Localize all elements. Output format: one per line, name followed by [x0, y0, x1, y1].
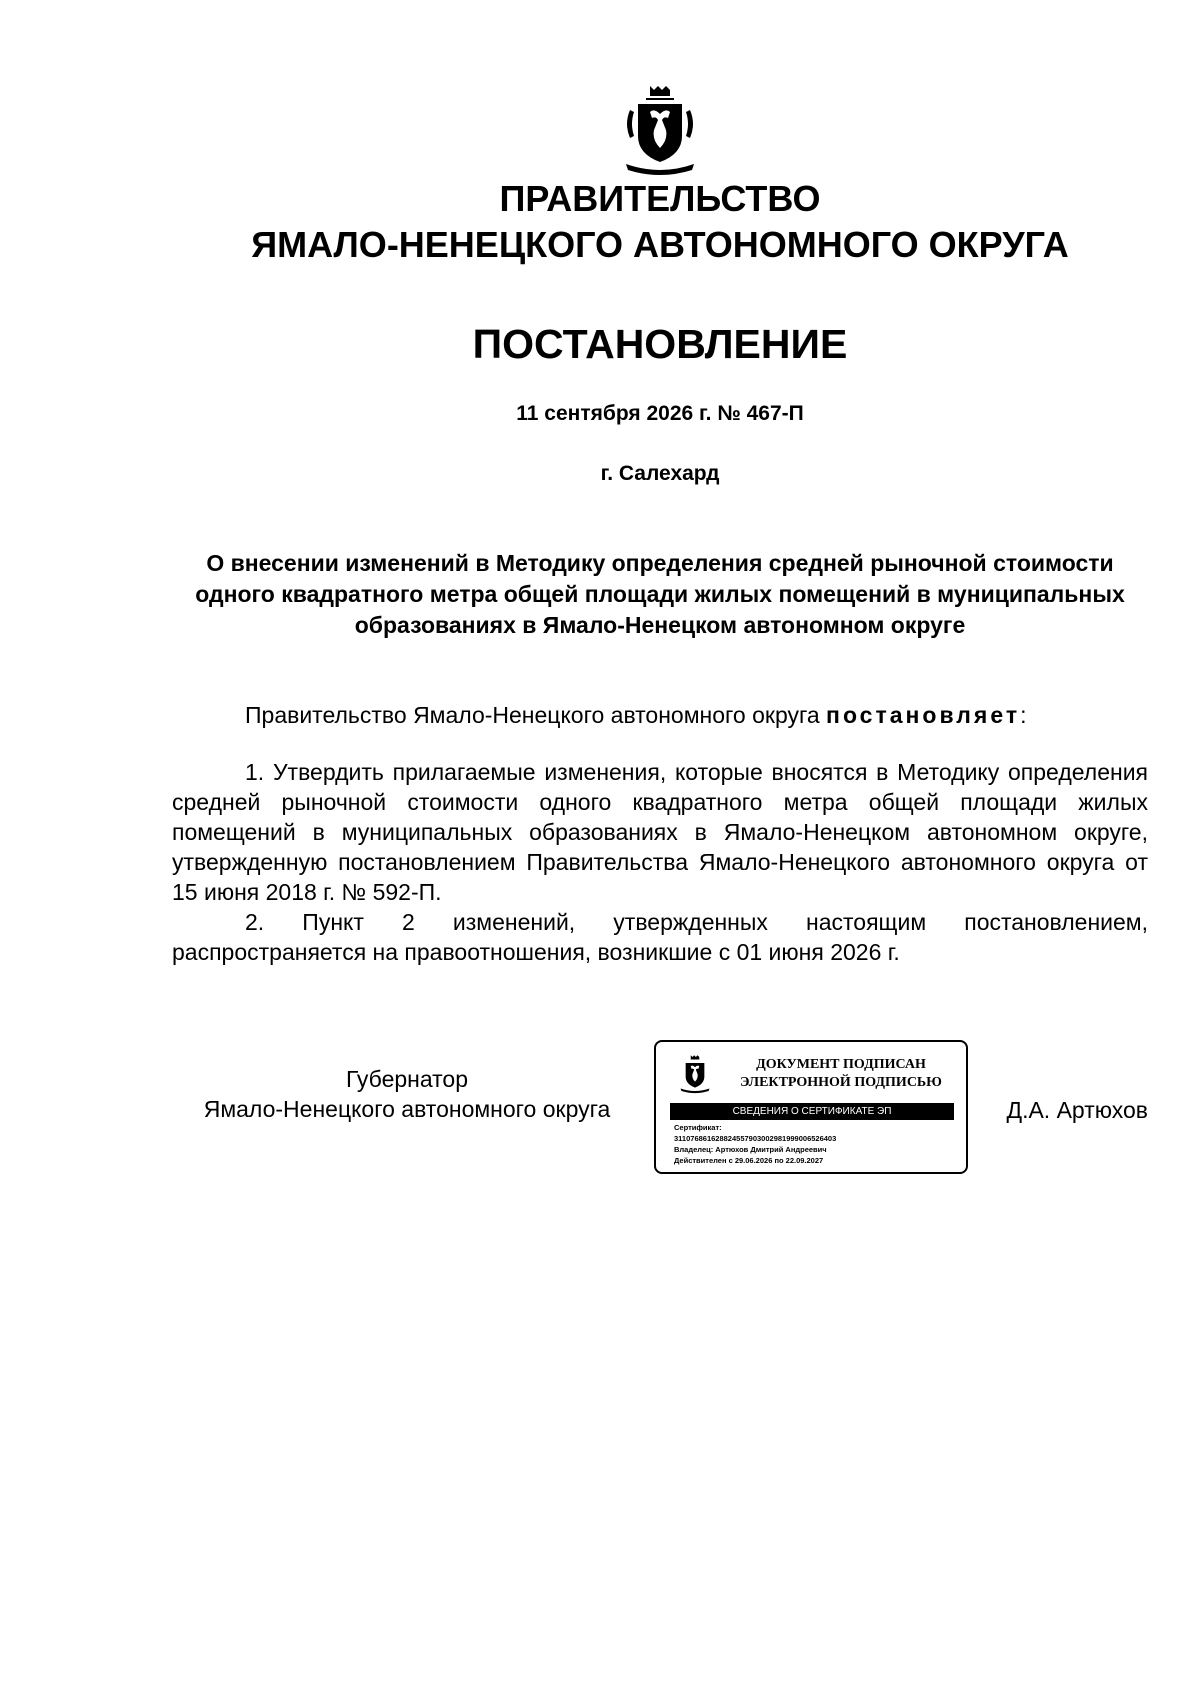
document-title: О внесении изменений в Методику определения средней рыночной стоимости одного квадратного метра общей площади жилых помещений в муниципальных образованиях в Ямало-Ненецком автономном округе	[195, 550, 1125, 638]
organization-name-line2: ЯМАЛО-НЕНЕЦКОГО АВТОНОМНОГО ОКРУГА	[251, 224, 1069, 265]
stamp-title-line2: ЭЛЕКТРОННОЙ ПОДПИСЬЮ	[740, 1075, 942, 1090]
decree-items	[172, 757, 1148, 967]
signatory-name: Д.А. Артюхов	[1006, 1097, 1148, 1123]
coat-of-arms-icon	[678, 1054, 712, 1094]
city: г. Салехард	[600, 462, 720, 485]
signatory-position-line1: Губернатор	[345, 1066, 469, 1092]
signatory-position	[172, 1064, 642, 1124]
stamp-owner: Владелец: Артюхов Дмитрий Андреевич	[674, 1145, 827, 1154]
stamp-title-line1: ДОКУМЕНТ ПОДПИСАН	[756, 1057, 926, 1072]
decree-item-1: 1. Утвердить прилагаемые изменения, которые вносятся в Методику определения средней рыночной стоимости одного квадратного метра общей площади жилых помещений в муниципальных образованиях в Ямало-Ненецком автономном округе, утвержденную постановлением Правительства Ямало-Ненецкого автономного округа от 15 июня 2018 г. № 592-П.	[172, 759, 1148, 905]
organization-name-line1: ПРАВИТЕЛЬСТВО	[499, 178, 821, 219]
stamp-validity: Действителен с 29.06.2026 по 22.09.2027	[674, 1156, 824, 1165]
stamp-certificate-bar: СВЕДЕНИЯ О СЕРТИФИКАТЕ ЭП	[670, 1103, 954, 1120]
preamble-text: Правительство Ямало-Ненецкого автономного округа	[245, 702, 827, 728]
stamp-certificate-details	[674, 1122, 964, 1166]
date-and-number: 11 сентября 2026 г. № 467-П	[516, 402, 804, 425]
preamble-keyword: постановляет	[826, 702, 1021, 728]
stamp-cert-number: 311076861628824557903002981999006526403	[674, 1134, 837, 1143]
stamp-title	[728, 1056, 954, 1092]
preamble-end: :	[1020, 702, 1027, 728]
decree-item-2: 2. Пункт 2 изменений, утвержденных настоящим постановлением, распространяется на правоотношения, возникшие с 01 июня 2026 г.	[172, 909, 1148, 965]
electronic-signature-stamp	[654, 1040, 968, 1174]
coat-of-arms-icon	[620, 84, 700, 176]
signatory-position-line2: Ямало-Ненецкого автономного округа	[203, 1096, 611, 1122]
document-type: ПОСТАНОВЛЕНИЕ	[472, 321, 848, 367]
preamble	[245, 700, 1026, 730]
stamp-cert-label: Сертификат:	[674, 1123, 722, 1132]
